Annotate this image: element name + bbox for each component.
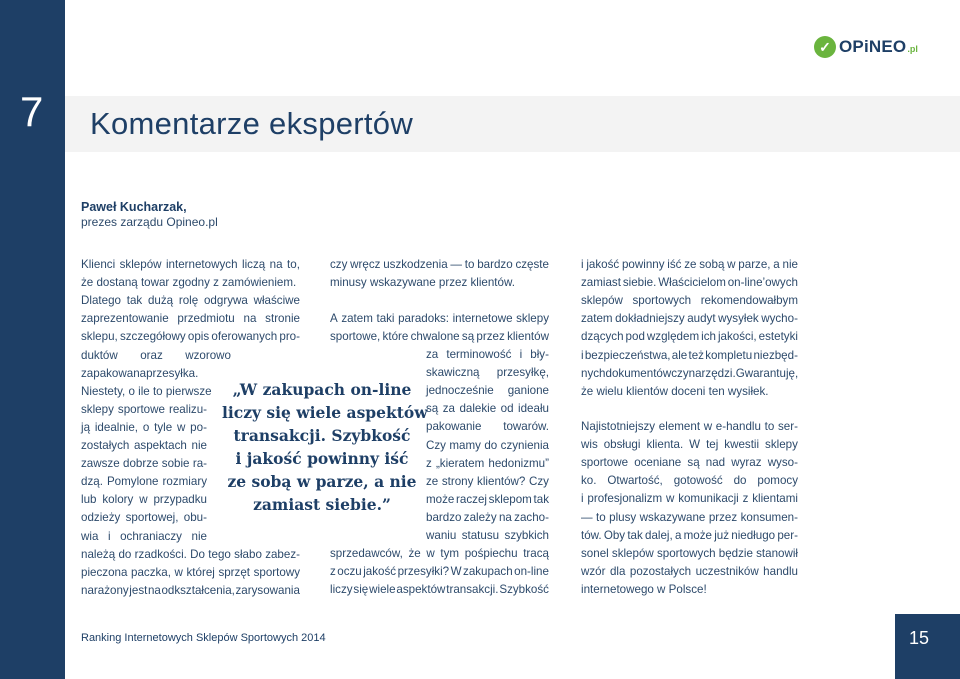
page-number: 15 xyxy=(909,628,930,648)
col1-line: że dostaną towar zgodny z zamówieniem. xyxy=(81,276,297,290)
check-icon: ✓ xyxy=(814,36,836,58)
col2-line: waniu statusu szybkich xyxy=(426,529,549,542)
col1-line: Dlatego tak dużą rolę odgrywa właściwe xyxy=(81,294,300,308)
opineo-logo xyxy=(814,36,918,58)
pull-quote-line: zamiast siebie.” xyxy=(253,495,391,514)
col1-line: odzieży sportowej, obu- xyxy=(81,511,207,525)
col1-line: lub kolory w przypadku xyxy=(81,493,207,507)
col3-line: sonel sklepów sportowych będzie stanowił xyxy=(581,546,798,560)
col1-line: ją idealnie, o tyle w po- xyxy=(81,420,207,434)
col3-line: tów. Oby tak dalej, a może już niedługo per- xyxy=(581,528,798,542)
col3-line: internetowego w Polsce! xyxy=(581,582,707,596)
pull-quote xyxy=(222,378,428,516)
col2-line: pakowanie towarów. xyxy=(426,420,549,434)
logo-suffix: .pl xyxy=(907,44,918,54)
pull-quote-line: „W zakupach on-line xyxy=(232,380,412,399)
col1-line: zaprezentowanie przedmiotu na stronie xyxy=(81,312,300,326)
logo-name: OPiNEO xyxy=(839,37,907,56)
col3-line: sklepów sportowych rekomendowałbym xyxy=(581,294,798,308)
col2-line: A zatem taki paradoks: internetowe sklepy xyxy=(330,312,549,325)
pull-quote-line: ze sobą w parze, a nie xyxy=(227,472,417,491)
col1-line: Klienci sklepów internetowych liczą na to, xyxy=(81,258,300,271)
col2-line: sportowe, które chwalone są przez klientów xyxy=(330,330,549,343)
col3-line: wis obsługi klienta. W tej kwestii sklepy xyxy=(581,438,798,452)
col2-line: może raczej sklepom tak xyxy=(426,492,549,506)
pull-quote-line: i jakość powinny iść xyxy=(235,449,409,468)
col2-line: sprzedawców, że w tym pośpiechu tracą xyxy=(330,547,549,560)
pull-quote-line: liczy się wiele aspektów xyxy=(222,403,428,422)
col2-line: skawiczną przesyłkę, xyxy=(426,366,549,380)
col3-line: dzących pod względem ich jakości, estetyki xyxy=(581,330,798,344)
col2-line: ze strony klientów? Czy xyxy=(426,474,549,488)
col3-line: zamiast siebie. Właścicielom on-line’owych xyxy=(581,276,798,290)
page-title: Komentarze ekspertów xyxy=(90,106,414,141)
col2-line: liczy się wiele aspektów transakcji. Szybkość xyxy=(330,583,549,597)
col1-line: Niestety, o ile to pierwsze xyxy=(81,384,212,398)
col1-line: dzą. Pomylone rozmiary xyxy=(81,475,207,489)
col1-line: zawsze dobrze sobie ra- xyxy=(81,457,207,471)
col1-line: sklepy sportowe realizu- xyxy=(81,402,207,416)
col2-line: Czy mamy do czynienia xyxy=(426,438,549,452)
col1-line: sklepu, szczegółowy opis oferowanych pro- xyxy=(81,330,300,344)
footer-title: Ranking Internetowych Sklepów Sportowych 2014 xyxy=(81,632,326,644)
col2-line: są za dalekie od ideału xyxy=(426,402,549,416)
col1-line: zapakowana przesyłka. xyxy=(81,366,199,380)
author-role: prezes zarządu Opineo.pl xyxy=(81,215,218,229)
col1-line: duktów oraz wzorowo xyxy=(81,348,231,362)
col3-line: i jakość powinny iść ze sobą w parze, a nie xyxy=(581,258,798,271)
author-name: Paweł Kucharzak, xyxy=(81,200,187,214)
col2-line: za terminowość i bły- xyxy=(426,348,549,361)
col3-line: nych dokumentów czy narzędzi. Gwarantuję, xyxy=(581,366,799,380)
col1-line: pieczona paczka, w której sprzęt sportowy xyxy=(81,565,300,579)
pull-quote-line: transakcji. Szybkość xyxy=(233,426,411,445)
col3-line: wzór dla pozostałych uczestników handlu xyxy=(581,564,798,578)
chapter-number: 7 xyxy=(20,88,44,135)
col2-line: czy wręcz uszkodzenia — to bardzo częste xyxy=(330,258,549,271)
col1-line: zostałych aspektach nie xyxy=(81,439,207,452)
col1-line: należą do rzadkości. Do tego słabo zabez- xyxy=(81,547,300,561)
col2-line: bardzo zależy na zacho- xyxy=(426,510,549,524)
col3-line: Najistotniejszy element w e-handlu to ser- xyxy=(581,420,798,433)
col3-line: ko. Otwartość, gotowość do pomocy xyxy=(581,474,798,488)
col3-line: sportowe oceniane są nad wyraz wyso- xyxy=(581,456,798,470)
col3-line: — to plusy wskazywane przez konsumen- xyxy=(581,510,798,524)
col2-line: z „kieratem hedonizmu” xyxy=(426,456,549,470)
col2-line: minusy wskazywane przez klientów. xyxy=(330,276,515,289)
col1-line: narażony jest na odkształcenia, zarysowania xyxy=(81,583,300,597)
col3-line: i bezpieczeństwa, ale też kompletu niezbęd- xyxy=(581,348,798,362)
col1-line: wia i ochraniaczy nie xyxy=(81,529,207,543)
col3-line: i profesjonalizm w komunikacji z klientami xyxy=(581,492,798,506)
col3-line: że wielu klientów doceni ten wysiłek. xyxy=(581,384,769,398)
col2-line: z oczu jakość przesyłki? W zakupach on-line xyxy=(330,565,549,579)
col3-line: zatem dokładniejszy audyt wysyłek wycho- xyxy=(581,312,798,326)
col2-line: jednocześnie ganione xyxy=(426,384,549,398)
